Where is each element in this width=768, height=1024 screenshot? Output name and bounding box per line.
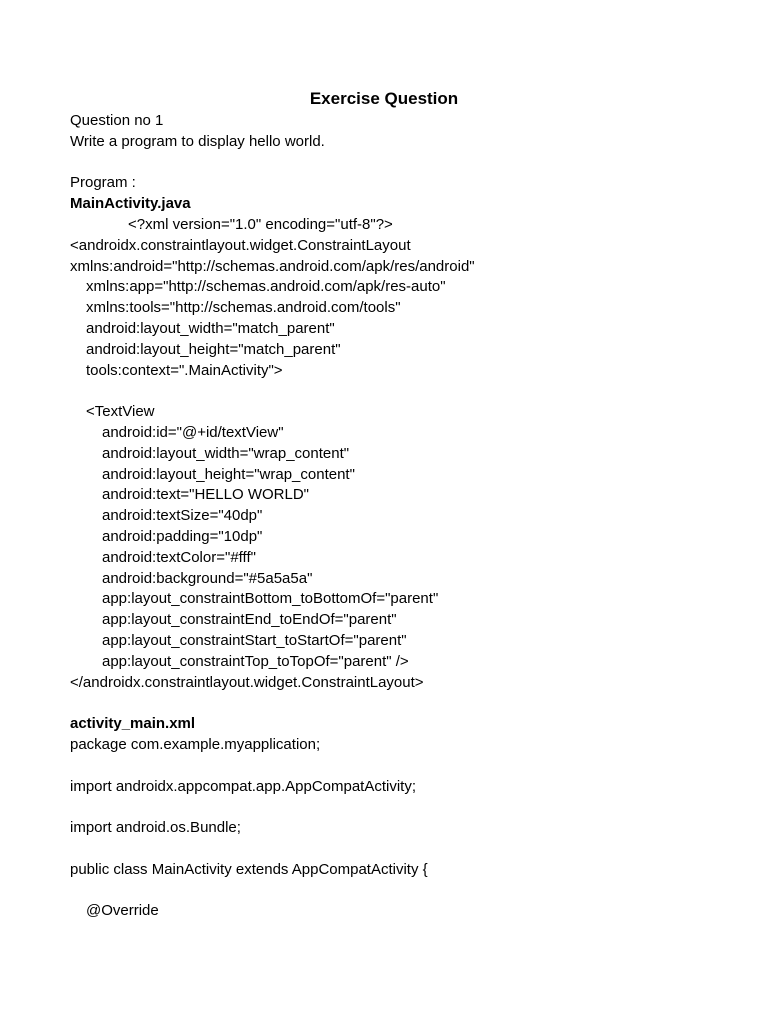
text-line: Write a program to display hello world.: [70, 132, 325, 150]
blank-line: [70, 693, 750, 714]
text-line: import androidx.appcompat.app.AppCompatActivity;: [70, 777, 417, 795]
text-line: Question no 1: [70, 112, 164, 129]
blank-line: [70, 381, 750, 402]
text-line: app:layout_constraintBottom_toBottomOf="parent": [102, 590, 439, 608]
text-line: xmlns:tools="http://schemas.android.com/tools": [86, 299, 401, 317]
text-line: android:textSize="40dp": [102, 507, 263, 525]
text-line: android:layout_width="match_parent": [86, 319, 335, 337]
blank-line: [70, 839, 750, 860]
text-line: package com.example.myapplication;: [70, 735, 321, 753]
text-line: android:layout_height="wrap_content": [102, 465, 355, 483]
blank-line: [70, 756, 750, 777]
text-line: @Override: [86, 902, 159, 920]
text-line: android:text="HELLO WORLD": [102, 486, 309, 504]
text-line: xmlns:app="http://schemas.android.com/apk/res-auto": [86, 278, 446, 296]
text-line: app:layout_constraintTop_toTopOf="parent" />: [102, 652, 409, 670]
document-title: Exercise Question: [309, 89, 459, 108]
blank-line: [70, 880, 750, 901]
text-line: app:layout_constraintEnd_toEndOf="parent": [102, 611, 397, 629]
text-line: tools:context=".MainActivity">: [86, 361, 283, 379]
text-line: app:layout_constraintStart_toStartOf="parent": [102, 631, 407, 649]
text-line: android:textColor="#fff": [102, 548, 256, 566]
text-line: <TextView: [86, 403, 155, 421]
text-line: xmlns:android="http://schemas.android.com/apk/res/android": [70, 257, 475, 275]
text-line: android:id="@+id/textView": [102, 423, 284, 441]
text-line: android:padding="10dp": [102, 527, 263, 545]
section-heading: MainActivity.java: [70, 195, 191, 213]
blank-line: [70, 797, 750, 818]
text-line: public class MainActivity extends AppCompatActivity {: [70, 860, 428, 878]
text-line: android:layout_height="match_parent": [86, 340, 341, 358]
text-line: </androidx.constraintlayout.widget.ConstraintLayout>: [70, 673, 424, 691]
blank-line: [70, 153, 750, 174]
text-line: <?xml version="1.0" encoding="utf-8"?>: [128, 215, 393, 233]
text-line: Program :: [70, 174, 136, 192]
section-heading: activity_main.xml: [70, 715, 196, 733]
text-line: android:layout_width="wrap_content": [102, 444, 350, 462]
document-body: [70, 111, 750, 922]
text-line: <androidx.constraintlayout.widget.ConstraintLayout: [70, 236, 411, 254]
text-line: import android.os.Bundle;: [70, 819, 241, 837]
text-line: android:background="#5a5a5a": [102, 569, 313, 587]
